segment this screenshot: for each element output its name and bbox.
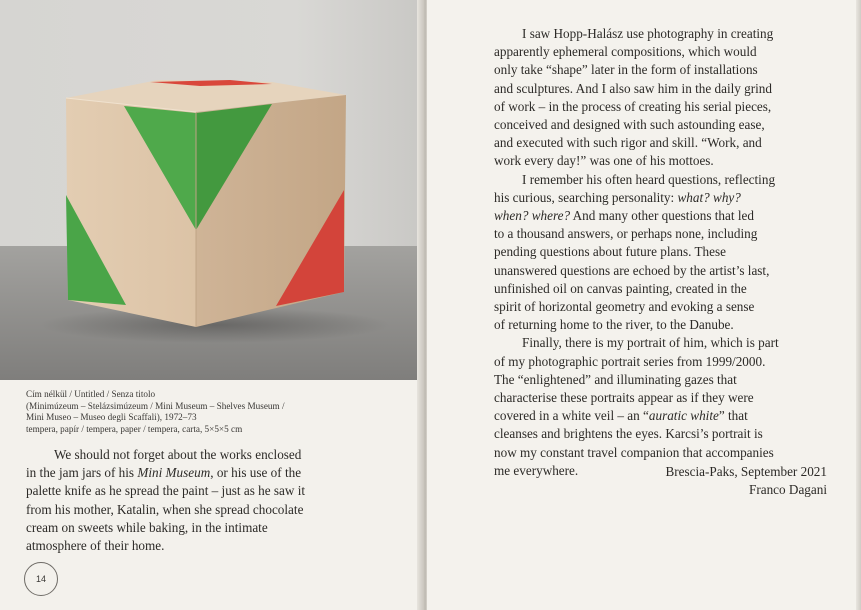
signoff-author: Franco Dagani [749,482,827,498]
page-edge [856,0,861,610]
text-span: covered in a white veil – an “ [494,408,649,424]
text-line: unanswered questions are echoed by the artist’s last, [494,262,770,278]
text-line: pending questions about future plans. These [494,244,726,260]
text-line: of returning home to the river, to the Danube. [494,317,734,333]
text-line: I saw Hopp-Halász use photography in creating [522,26,774,41]
text-line: conceived and designed with such astounding ease, [494,117,765,133]
text-line: work every day!” was one of his mottoes. [494,153,714,169]
text-line: palette knife as he spread the paint – just as he saw it [26,483,306,499]
text-span: , or his use of the [210,465,302,481]
text-line: The “enlightened” and illuminating gazes that [494,371,737,387]
text-line: to a thousand answers, or perhaps none, including [494,226,758,242]
text-span: And many other questions that led [570,208,754,224]
cube-photograph [0,0,423,380]
caption-medium: tempera, papír / tempera, paper / tempera, carta, 5×5×5 cm [26,423,243,434]
right-paragraphs [494,25,834,480]
mini-museum-italic: Mini Museum [137,465,211,481]
signoff-place-date: Brescia-Paks, September 2021 [665,464,827,479]
page-number: 14 [24,562,58,596]
caption-title: Cím nélkül / Untitled / Senza titolo [26,389,156,399]
text-line: unfinished oil on canvas painting, created in the [494,280,747,296]
text-span: his curious, searching personality: [494,189,678,205]
text-line: from his mother, Katalin, when she spread chocolate [26,501,304,517]
text-line: of my photographic portrait series from 1999/2000. [494,353,766,369]
painted-cardboard-cube-image [0,0,423,380]
left-paragraph [26,446,376,555]
caption-series: (Minimúzeum – Stelázsimúzeum / Mini Museum – Shelves Museum / [26,400,285,411]
text-span: ” that [718,408,748,424]
auratic-white-italic: auratic white [648,408,719,424]
questions-italic: when? where? [494,208,571,224]
questions-italic: what? why? [677,189,741,205]
text-line: spirit of horizontal geometry and evoking a sense [494,299,755,315]
text-line [494,207,834,225]
text-line: only take “shape” later in the form of installations [494,62,758,78]
paragraph-portrait [494,334,834,480]
caption-series-date: Mini Museo – Museo degli Scaffali), 1972–73 [26,412,197,423]
left-page [0,0,423,610]
text-line [494,407,834,425]
text-line: Finally, there is my portrait of him, which is part [522,335,779,351]
text-line: and sculptures. And I also saw him in the daily grind [494,80,772,96]
paragraph-photography [494,25,834,171]
text-line: characterise these portraits appear as if they were [494,390,754,406]
text-line: and executed with such rigor and skill. “Work, and [494,135,762,151]
text-line [26,464,376,482]
text-line: atmosphere of their home. [26,538,165,554]
paragraph-questions [494,171,834,335]
text-line: cleanses and brightens the eyes. Karcsi’s portrait is [494,426,763,442]
text-line [494,189,834,207]
text-line: now my constant travel companion that accompanies [494,444,774,460]
text-line: We should not forget about the works enclosed [54,447,302,462]
text-line: cream on sweets while baking, in the intimate [26,519,268,535]
photo-caption [26,389,406,435]
text-span: in the jam jars of his [26,465,138,481]
text-line: apparently ephemeral compositions, which would [494,44,757,60]
text-line: of work – in the process of creating his serial pieces, [494,98,772,114]
signoff [665,463,827,499]
text-line: I remember his often heard questions, reflecting [522,171,776,187]
text-line: me everywhere. [494,462,579,478]
